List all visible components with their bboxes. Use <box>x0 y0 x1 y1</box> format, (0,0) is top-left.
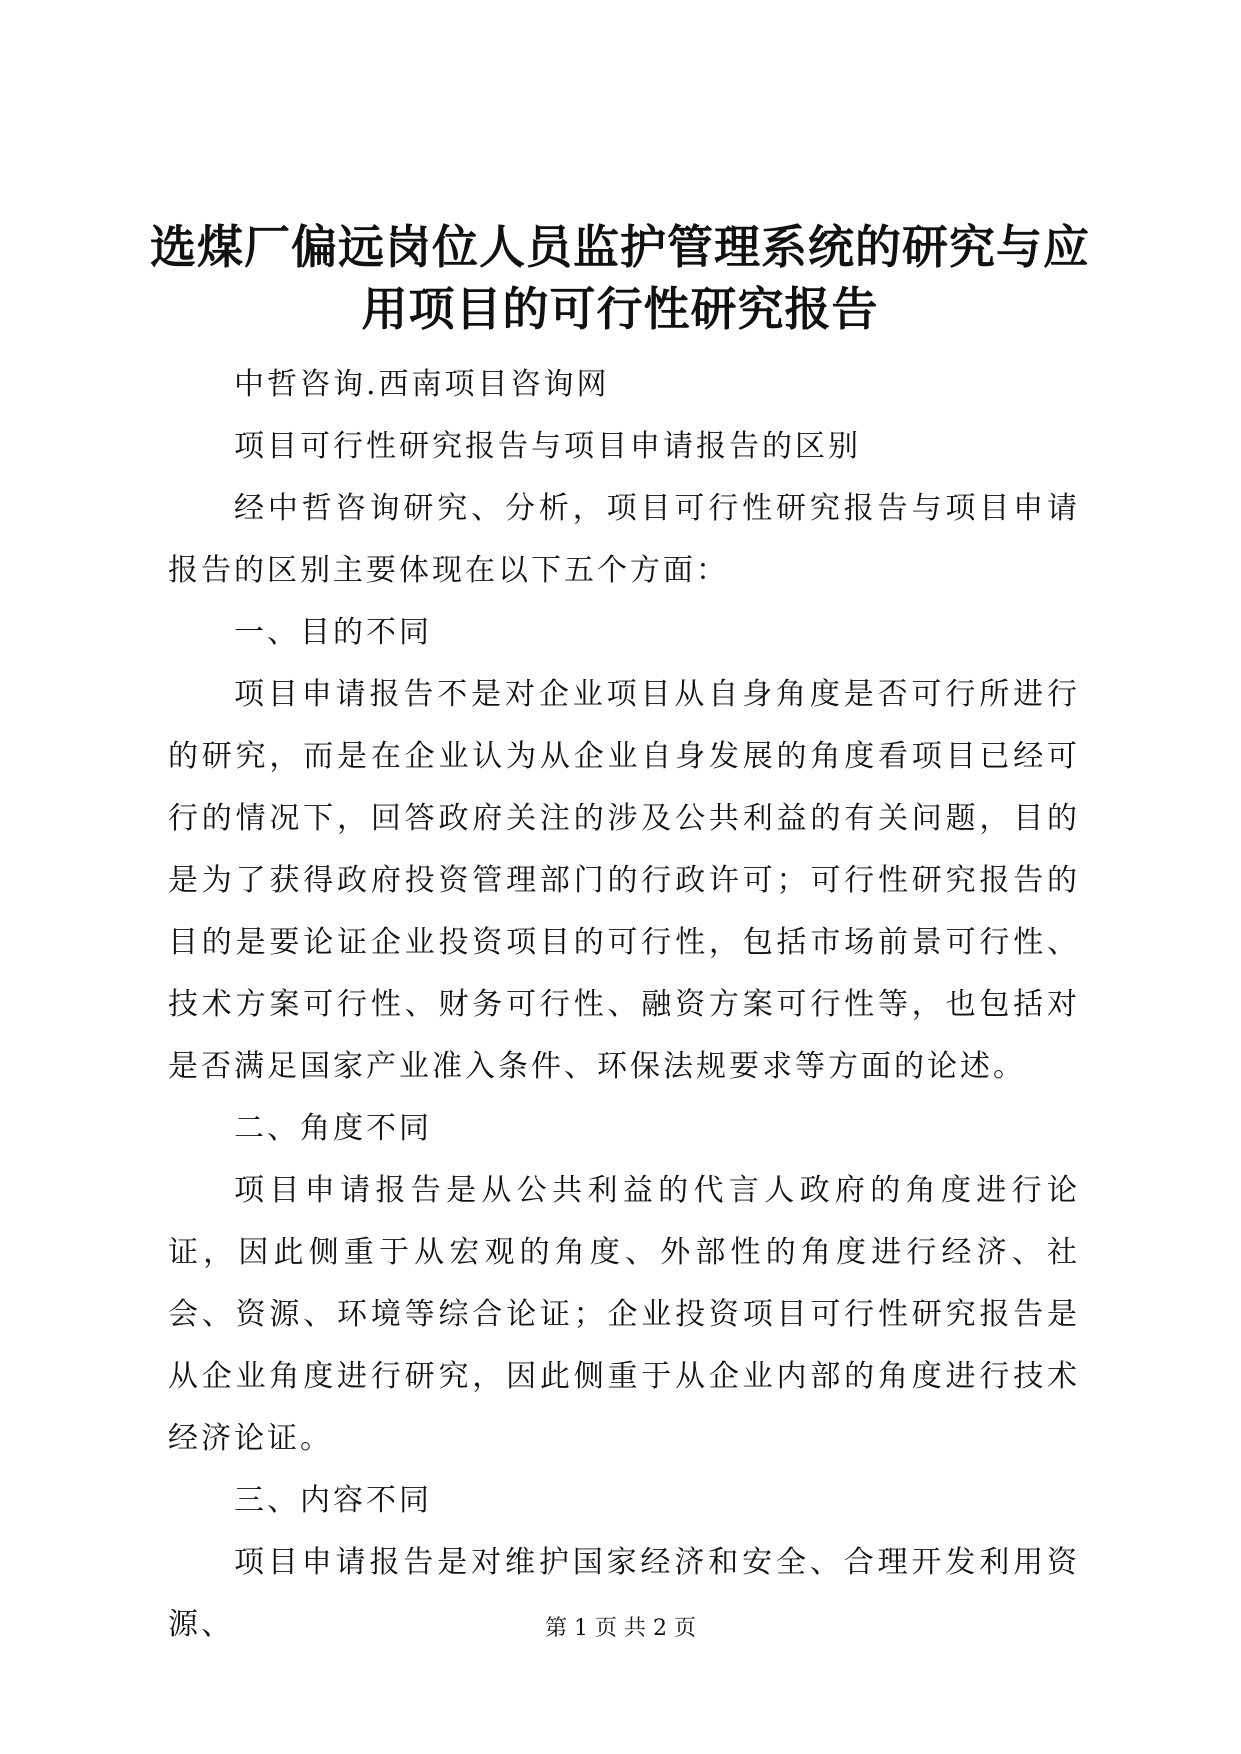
paragraph-source: 中哲咨询.西南项目咨询网 <box>234 367 610 402</box>
paragraph-section-1: 项目申请报告不是对企业项目从自身角度是否可行所进行的研究，而是在企业认为从企业自身发展的角度看项目已经可行的情况下，回答政府关注的涉及公共利益的有关问题，目的是为了获得政府投资管理部门的行政许可；可行性研究报告的目的是要论证企业投资项目的可行性，包括市场前景可行性、技术方案可行性、财务可行性、融资方案可行性等，也包括对是否满足国家产业准入条件、环保法规要求等方面的论述。 <box>168 677 1080 1084</box>
page-number: 第 1 页 共 2 页 <box>545 1616 696 1641</box>
document-body <box>168 354 1080 1656</box>
paragraph-section-2: 项目申请报告是从公共利益的代言人政府的角度进行论证，因此侧重于从宏观的角度、外部性的角度进行经济、社会、资源、环境等综合论证；企业投资项目可行性研究报告是从企业角度进行研究，因此侧重于从企业内部的角度进行技术经济论证。 <box>168 1173 1080 1456</box>
page-footer <box>0 1614 1241 1644</box>
section-heading-3: 三、内容不同 <box>234 1483 432 1518</box>
section-heading-1: 一、目的不同 <box>234 615 432 650</box>
document-title: 选煤厂偏远岗位人员监护管理系统的研究与应用项目的可行性研究报告 <box>150 220 1090 336</box>
paragraph-intro: 经中哲咨询研究、分析，项目可行性研究报告与项目申请报告的区别主要体现在以下五个方面： <box>168 491 1080 588</box>
paragraph-section-3: 项目申请报告是对维护国家经济和安全、合理开发利用资源、 <box>168 1545 1080 1642</box>
paragraph-subtitle: 项目可行性研究报告与项目申请报告的区别 <box>234 429 861 464</box>
section-heading-2: 二、角度不同 <box>234 1111 432 1146</box>
